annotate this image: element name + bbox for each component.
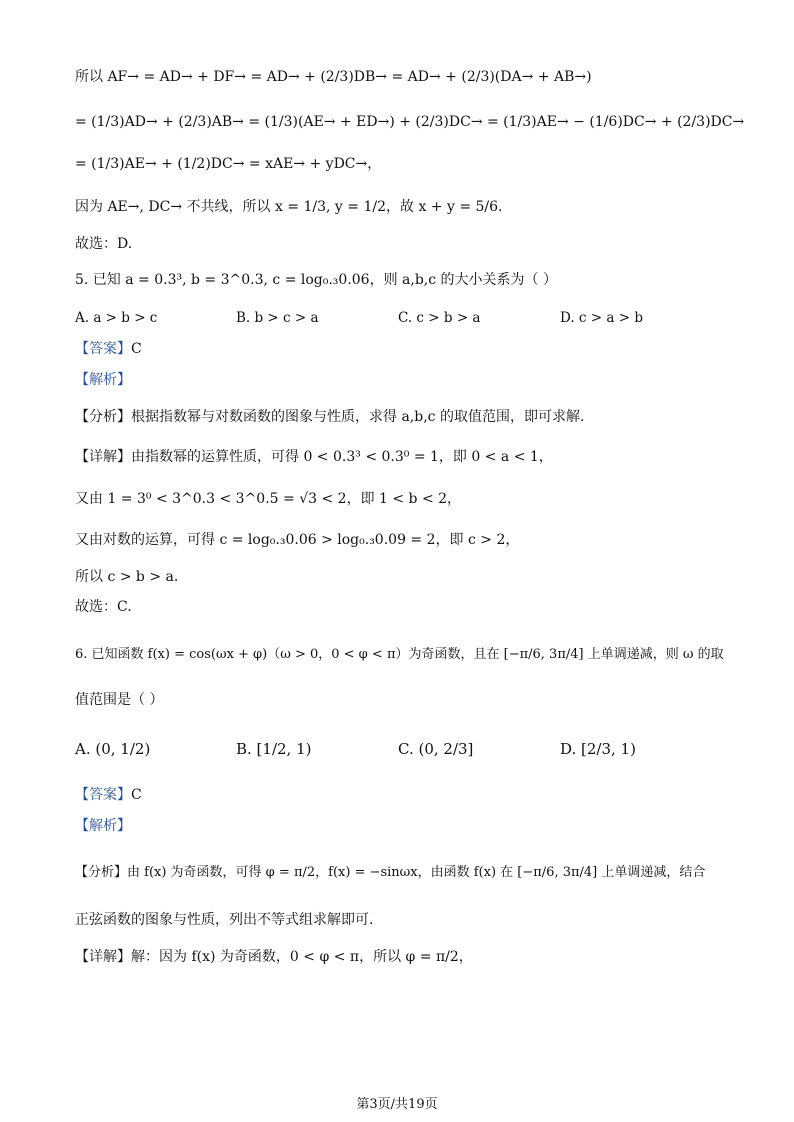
q6-option-d: D. [2/3, 1) (560, 740, 636, 758)
q5-fenxi: 【分析】根据指数幂与对数函数的图象与性质，求得 a,b,c 的取值范围，即可求解. (75, 409, 585, 425)
answer-value: C (131, 341, 142, 357)
q6-option-c: C. (0, 2/3] (398, 740, 474, 758)
solution-line-4: 因为 AE→, DC→ 不共线，所以 x = 1/3, y = 1/2，故 x + y = 5/6. (75, 199, 503, 215)
q6-fenxi-2: 正弦函数的图象与性质，列出不等式组求解即可. (75, 912, 374, 928)
q5-detail-3: 又由对数的运算，可得 c = log₀.₃0.06 > log₀.₃0.09 = 2，即 c > 2， (75, 532, 520, 548)
page-number: 第3页/共19页 (356, 1097, 438, 1112)
q6-analysis-tag: 【解析】 (75, 818, 131, 834)
q5-answer (75, 342, 142, 356)
q6-option-b: B. [1/2, 1) (236, 740, 312, 758)
q5-choice: 故选：C. (75, 599, 132, 615)
answer-value: C (131, 787, 142, 803)
q6-detail: 【详解】解：因为 f(x) 为奇函数，0 < φ < π，所以 φ = π/2， (75, 949, 473, 965)
q5-detail-2: 又由 1 = 3⁰ < 3^0.3 < 3^0.5 = √3 < 2，即 1 < b < 2， (75, 491, 462, 507)
q5-option-b: B. b > c > a (236, 310, 319, 326)
q6-fenxi-1: 【分析】由 f(x) 为奇函数，可得 φ = π/2，f(x) = −sinωx，由函数 f(x) 在 [−π/6, 3π/4] 上单调递减，结合 (75, 865, 706, 880)
question-5-stem: 5. 已知 a = 0.3³, b = 3^0.3, c = log₀.₃0.06，则 a,b,c 的大小关系为（ ） (75, 272, 557, 288)
solution-line-1: 所以 AF→ = AD→ + DF→ = AD→ + (2/3)DB→ = AD→ + (2/3)(DA→ + AB→) (75, 69, 592, 85)
question-6-stem-1: 6. 已知函数 f(x) = cos(ωx + φ)（ω > 0，0 < φ < π）为奇函数，且在 [−π/6, 3π/4] 上单调递减，则 ω 的取 (75, 647, 724, 662)
solution-line-3: = (1/3)AE→ + (1/2)DC→ = xAE→ + yDC→， (75, 156, 382, 172)
q5-detail-1: 【详解】由指数幂的运算性质，可得 0 < 0.3³ < 0.3⁰ = 1，即 0 < a < 1， (75, 449, 553, 465)
question-6-stem-2: 值范围是（ ） (75, 692, 164, 708)
q6-answer (75, 788, 142, 802)
q5-option-c: C. c > b > a (398, 310, 481, 326)
solution-choice: 故选：D. (75, 236, 133, 252)
q6-option-a: A. (0, 1/2) (75, 740, 151, 758)
q5-option-d: D. c > a > b (560, 310, 643, 326)
answer-tag: 【答案】 (75, 341, 131, 357)
solution-line-2: = (1/3)AD→ + (2/3)AB→ = (1/3)(AE→ + ED→) + (2/3)DC→ = (1/3)AE→ − (1/6)DC→ + (2/3)DC→ (75, 114, 745, 130)
q5-option-a: A. a > b > c (75, 310, 158, 326)
answer-tag: 【答案】 (75, 787, 131, 803)
q5-detail-4: 所以 c > b > a. (75, 569, 179, 585)
q5-analysis-tag: 【解析】 (75, 372, 131, 388)
